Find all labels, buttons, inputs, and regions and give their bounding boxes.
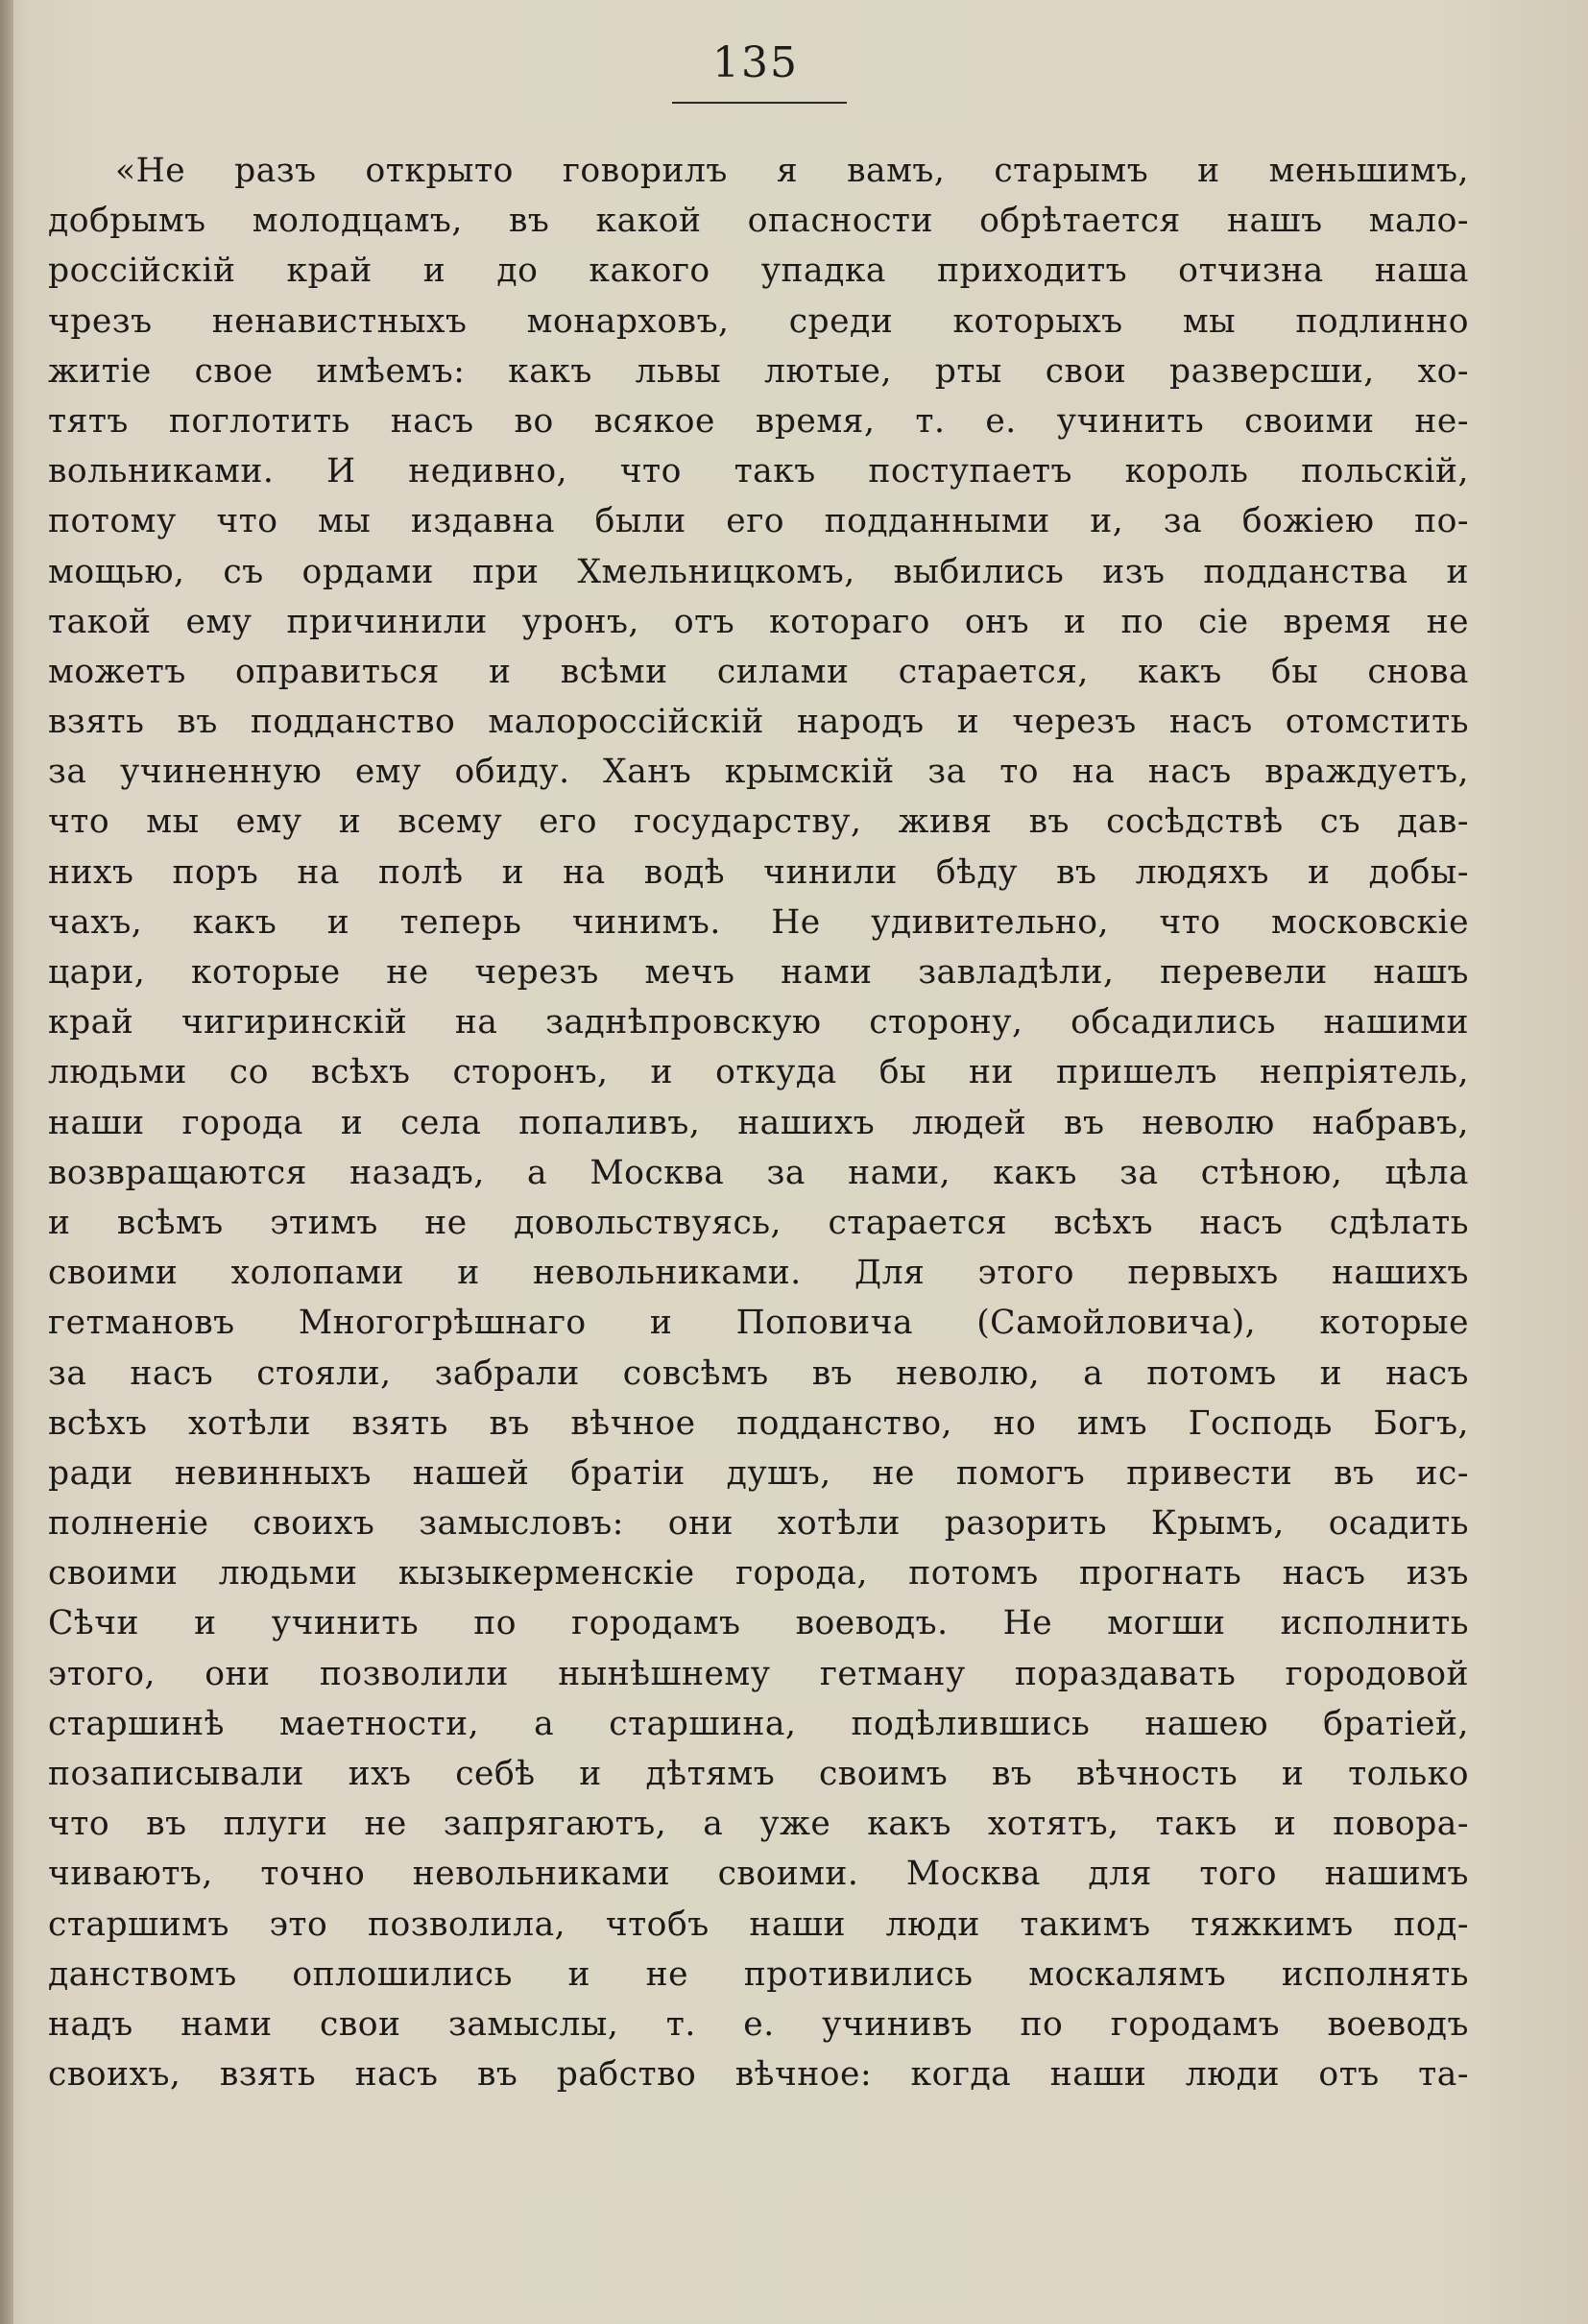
body-text (48, 146, 1469, 2099)
text-line: «Не разъ открыто говорилъ я вамъ, старымъ и меньшимъ, (115, 152, 1469, 190)
text-line: данствомъ оплошились и не противились москалямъ исполнять (48, 1954, 1469, 1994)
text-line: за насъ стояли, забрали совсѣмъ въ неволю, а потомъ и насъ (48, 1354, 1469, 1393)
text-line: старшинѣ маетности, а старшина, подѣлившись нашею братiей, (48, 1704, 1469, 1743)
text-line: этого, они позволили нынѣшнему гетману пораздавать городовой (48, 1654, 1469, 1693)
text-line: нихъ поръ на полѣ и на водѣ чинили бѣду въ людяхъ и добы- (48, 852, 1469, 892)
text-line: полненiе своихъ замысловъ: они хотѣли разорить Крымъ, осадить (48, 1504, 1469, 1544)
text-line: потому что мы издавна были его подданными и, за божiею по- (48, 502, 1469, 541)
text-line: Сѣчи и учинить по городамъ воеводъ. Не могши исполнить (48, 1604, 1469, 1643)
page-number-text: 135 (712, 38, 799, 87)
text-line: своими холопами и невольниками. Для этого первыхъ нашихъ (48, 1254, 1469, 1293)
text-line: людьми со всѣхъ сторонъ, и откуда бы ни пришелъ непрiятель, (48, 1053, 1469, 1092)
text-line: и всѣмъ этимъ не довольствуясь, старается всѣхъ насъ сдѣлать (48, 1203, 1469, 1242)
text-line: наши города и села попаливъ, нашихъ людей въ неволю набравъ, (48, 1103, 1469, 1142)
text-line: своихъ, взять насъ въ рабство вѣчное: когда наши люди отъ та- (48, 2055, 1469, 2095)
text-line: цари, которые не черезъ мечъ нами завладѣли, перевели нашъ (48, 953, 1469, 992)
text-line: добрымъ молодцамъ, въ какой опасности обрѣтается нашъ мало- (48, 202, 1469, 241)
text-line: старшимъ это позволила, чтобъ наши люди такимъ тяжкимъ под- (48, 1905, 1469, 1944)
text-line: гетмановъ Многогрѣшнаго и Поповича (Самойловича), которые (48, 1304, 1469, 1343)
text-line: за учиненную ему обиду. Ханъ крымскiй за то на насъ враждуетъ, (48, 753, 1469, 792)
text-line: чрезъ ненавистныхъ монарховъ, среди которыхъ мы подлинно (48, 301, 1469, 341)
text-line: возвращаются назадъ, а Москва за нами, какъ за стѣною, цѣла (48, 1153, 1469, 1192)
text-line: всѣхъ хотѣли взять въ вѣчное подданство, но имъ Господь Богъ, (48, 1403, 1469, 1443)
page-binding-shadow (0, 0, 13, 2324)
text-line: своими людьми кызыкерменскiе города, потомъ прогнать насъ изъ (48, 1554, 1469, 1593)
text-line: позаписывали ихъ себѣ и дѣтямъ своимъ въ вѣчность и только (48, 1755, 1469, 1793)
text-line: можетъ оправиться и всѣми силами старается, какъ бы снова (48, 652, 1469, 691)
text-line: чахъ, какъ и теперь чинимъ. Не удивительно, что московскiе (48, 902, 1469, 942)
header-rule (672, 102, 847, 104)
text-line: чиваютъ, точно невольниками своими. Москва для того нашимъ (48, 1855, 1469, 1894)
text-line: что въ плуги не запрягаютъ, а уже какъ хотятъ, такъ и повора- (48, 1805, 1469, 1844)
text-line: житiе свое имѣемъ: какъ львы лютые, рты свои разверсши, хо- (48, 351, 1469, 391)
text-line: россiйскiй край и до какого упадка приходитъ отчизна наша (48, 252, 1469, 291)
text-line: взять въ подданство малороссiйскiй народъ и черезъ насъ отомстить (48, 703, 1469, 742)
text-line: такой ему причинили уронъ, отъ котораго онъ и по сiе время не (48, 602, 1469, 641)
text-line: надъ нами свои замыслы, т. е. учинивъ по городамъ воеводъ (48, 2004, 1469, 2044)
text-line: вольниками. И недивно, что такъ поступаетъ король польскiй, (48, 452, 1469, 491)
text-line: ради невинныхъ нашей братiи душъ, не помогъ привести въ ис- (48, 1453, 1469, 1493)
text-line: что мы ему и всему его государству, живя въ сосѣдствѣ съ дав- (48, 803, 1469, 842)
text-line: тятъ поглотить насъ во всякое время, т. е. учинить своими не- (48, 401, 1469, 441)
page-number (0, 38, 1588, 87)
text-line: мощью, съ ордами при Хмельницкомъ, выбились изъ подданства и (48, 552, 1469, 591)
text-line: край чигиринскiй на заднѣпровскую сторону, обсадились нашими (48, 1003, 1469, 1042)
